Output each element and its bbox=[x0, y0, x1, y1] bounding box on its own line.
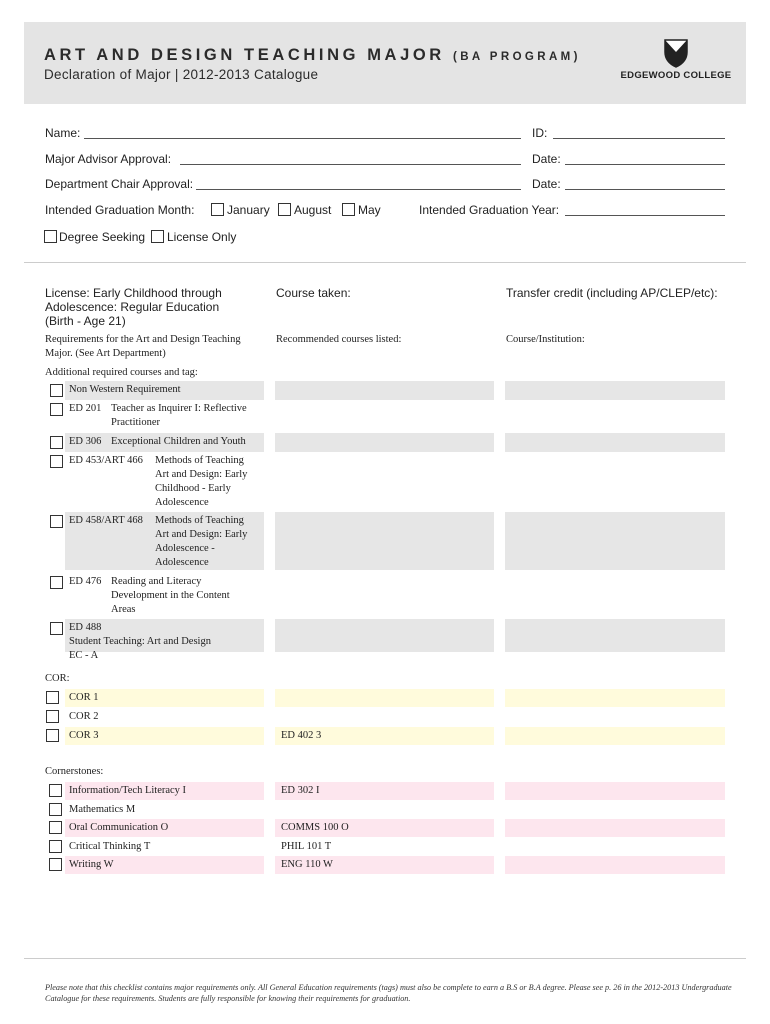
transfer-cell[interactable] bbox=[505, 433, 725, 452]
chair-field[interactable] bbox=[196, 177, 521, 190]
requirement-row: ED 201 Teacher as Inquirer I: Reflective Practitioner bbox=[69, 403, 247, 428]
cor-transfer-cell[interactable] bbox=[505, 689, 725, 707]
cor-row: COR 3 bbox=[65, 727, 264, 745]
header-banner bbox=[24, 22, 746, 104]
transfer-cell[interactable] bbox=[505, 381, 725, 400]
cor-checkbox[interactable] bbox=[46, 691, 59, 704]
requirement-checkbox[interactable] bbox=[50, 622, 63, 635]
cornerstone-checkbox[interactable] bbox=[49, 803, 62, 816]
advisor-label: Major Advisor Approval: bbox=[45, 152, 172, 166]
cor-checkbox[interactable] bbox=[46, 729, 59, 742]
cornerstones-label: Cornerstones: bbox=[45, 766, 104, 777]
cornerstone-course-cell[interactable]: COMMS 100 O bbox=[275, 819, 494, 837]
id-label: ID: bbox=[532, 126, 548, 140]
requirement-row: ED 453/ART 466 Methods of Teaching Art and Design: Early Childhood - Early Adolescence bbox=[69, 455, 248, 508]
august-label: August bbox=[294, 203, 332, 217]
form-subtitle: Declaration of Major | 2012-2013 Catalogue bbox=[44, 67, 319, 82]
license-heading: License: Early Childhood through Adolescence: Regular Education (Birth - Age 21) bbox=[45, 286, 222, 328]
section-divider bbox=[24, 262, 746, 263]
cor-course-cell[interactable] bbox=[275, 689, 494, 707]
logo-text: EDGEWOOD COLLEGE bbox=[620, 70, 732, 81]
requirement-row: ED 476 Reading and Literacy Development in the Content Areas bbox=[69, 576, 230, 615]
id-field[interactable] bbox=[553, 126, 725, 139]
may-label: May bbox=[358, 203, 381, 217]
may-checkbox[interactable] bbox=[342, 203, 355, 216]
cornerstone-checkbox[interactable] bbox=[49, 840, 62, 853]
cornerstone-row: Oral Communication O bbox=[65, 819, 264, 837]
recommended-label: Recommended courses listed: bbox=[276, 334, 402, 345]
cornerstone-row: Writing W bbox=[65, 856, 264, 874]
grad-year-label: Intended Graduation Year: bbox=[419, 203, 560, 217]
course-taken-cell[interactable] bbox=[275, 433, 494, 452]
chair-label: Department Chair Approval: bbox=[45, 177, 194, 191]
cornerstone-course-cell[interactable]: ED 302 I bbox=[275, 782, 494, 800]
license-only-checkbox[interactable] bbox=[151, 230, 164, 243]
footer-divider bbox=[24, 958, 746, 959]
cornerstone-checkbox[interactable] bbox=[49, 858, 62, 871]
requirement-row: Non Western Requirement bbox=[65, 381, 264, 400]
cornerstone-row: Mathematics M bbox=[69, 804, 136, 815]
transfer-cell[interactable] bbox=[505, 619, 725, 652]
cor-checkbox[interactable] bbox=[46, 710, 59, 723]
advisor-date-field[interactable] bbox=[565, 152, 725, 165]
requirement-checkbox[interactable] bbox=[50, 576, 63, 589]
name-field[interactable] bbox=[84, 126, 521, 139]
chair-date-field[interactable] bbox=[565, 177, 725, 190]
grad-year-field[interactable] bbox=[565, 203, 725, 216]
additional-label: Additional required courses and tag: bbox=[45, 367, 198, 378]
august-checkbox[interactable] bbox=[278, 203, 291, 216]
cor-course-cell[interactable]: ED 402 3 bbox=[275, 727, 494, 745]
college-logo bbox=[616, 38, 736, 94]
requirements-text: Requirements for the Art and Design Teaching Major. (See Art Department) bbox=[45, 334, 241, 359]
advisor-date-label: Date: bbox=[532, 152, 561, 166]
degree-seeking-label: Degree Seeking bbox=[59, 230, 146, 244]
requirement-checkbox[interactable] bbox=[50, 403, 63, 416]
requirement-checkbox[interactable] bbox=[50, 384, 63, 397]
footnote: Please note that this checklist contains major requirements only. All General Education requirements (tags) must also be complete to earn a B.S or B.A degree. Please see p. 26 in the 2012-2013 Undergraduate Catalogue for these requirements. Students are fully responsible for knowing their requirements for graduation. bbox=[45, 983, 732, 1003]
january-checkbox[interactable] bbox=[211, 203, 224, 216]
cornerstone-transfer-cell[interactable] bbox=[505, 819, 725, 837]
cor-row: COR 2 bbox=[69, 711, 99, 722]
institution-label: Course/Institution: bbox=[506, 334, 585, 345]
requirement-row: ED 306 Exceptional Children and Youth bbox=[65, 433, 264, 452]
cor-transfer-cell[interactable] bbox=[505, 727, 725, 745]
cor-label: COR: bbox=[45, 673, 70, 684]
course-taken-cell[interactable] bbox=[275, 512, 494, 570]
cornerstone-checkbox[interactable] bbox=[49, 784, 62, 797]
cornerstone-row: Critical Thinking T bbox=[69, 841, 151, 852]
license-only-label: License Only bbox=[167, 230, 237, 244]
transfer-heading: Transfer credit (including AP/CLEP/etc): bbox=[506, 286, 718, 300]
cornerstone-row: Information/Tech Literacy I bbox=[65, 782, 264, 800]
chair-date-label: Date: bbox=[532, 177, 561, 191]
cornerstone-course-cell[interactable]: ENG 110 W bbox=[275, 856, 494, 874]
january-label: January bbox=[227, 203, 270, 217]
requirement-checkbox[interactable] bbox=[50, 455, 63, 468]
requirement-row: ED 488Student Teaching: Art and Design EC - A bbox=[65, 619, 264, 652]
requirement-checkbox[interactable] bbox=[50, 436, 63, 449]
name-label: Name: bbox=[45, 126, 81, 140]
shield-icon bbox=[663, 38, 689, 68]
requirement-checkbox[interactable] bbox=[50, 515, 63, 528]
cor-row: COR 1 bbox=[65, 689, 264, 707]
degree-seeking-checkbox[interactable] bbox=[44, 230, 57, 243]
course-taken-cell[interactable] bbox=[275, 619, 494, 652]
course-taken-cell[interactable] bbox=[275, 381, 494, 400]
cornerstone-transfer-cell[interactable] bbox=[505, 856, 725, 874]
advisor-field[interactable] bbox=[180, 152, 521, 165]
cornerstone-course-cell[interactable]: PHIL 101 T bbox=[281, 841, 332, 852]
cornerstone-checkbox[interactable] bbox=[49, 821, 62, 834]
grad-month-label: Intended Graduation Month: bbox=[45, 203, 195, 217]
requirement-row: ED 458/ART 468 Methods of Teaching Art and Design: Early Adolescence - Adolescence bbox=[65, 512, 264, 570]
cornerstone-transfer-cell[interactable] bbox=[505, 782, 725, 800]
transfer-cell[interactable] bbox=[505, 512, 725, 570]
form-title: ART AND DESIGN TEACHING MAJOR (BA PROGRAM) bbox=[44, 46, 581, 64]
course-taken-heading: Course taken: bbox=[276, 286, 351, 300]
